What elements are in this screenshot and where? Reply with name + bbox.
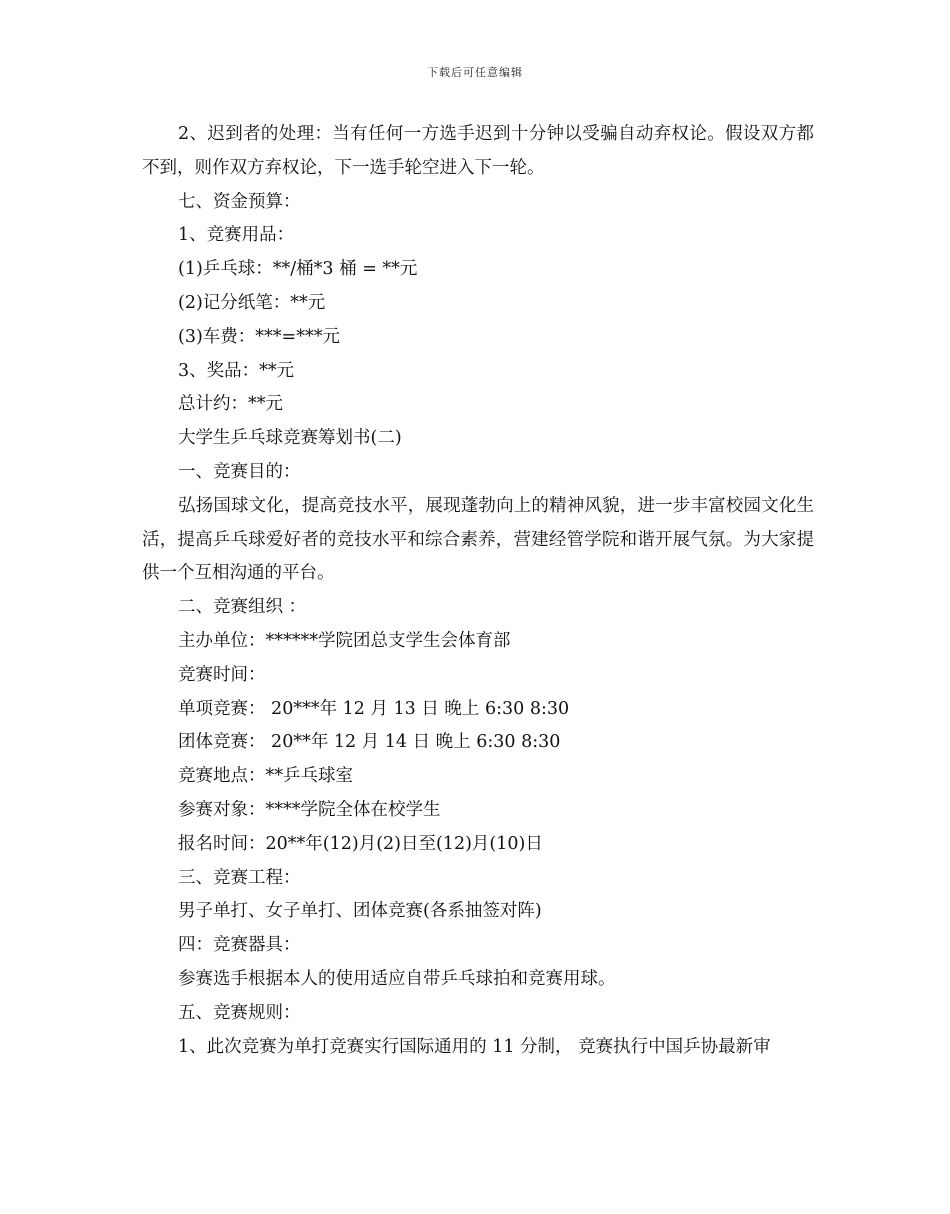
paragraph-late-arrival: 2、迟到者的处理：当有任何一方选手迟到十分钟以受骗自动弃权论。假设双方都不到，则作双方弃权论，下一选手轮空进入下一轮。 bbox=[142, 124, 814, 178]
heading-purpose: 一、竞赛目的： bbox=[178, 461, 301, 482]
heading-equipment: 四：竞赛器具： bbox=[178, 935, 301, 956]
item-single-event: 单项竞赛： 20***年 12 月 13 日 晚上 6:30 8:30 bbox=[178, 698, 570, 719]
heading-budget: 七、资金预算： bbox=[178, 191, 301, 212]
heading-events: 三、竞赛工程： bbox=[178, 867, 301, 888]
section-title-2: 大学生乒乓球竞赛筹划书(二) bbox=[178, 428, 402, 449]
item-venue: 竞赛地点：**乒乓球室 bbox=[178, 766, 353, 787]
item-time: 竞赛时间： bbox=[178, 664, 266, 685]
item-total: 总计约：**元 bbox=[178, 394, 283, 415]
item-participants: 参赛对象：****学院全体在校学生 bbox=[178, 799, 441, 820]
item-signup: 报名时间：20**年(12)月(2)日至(12)月(10)日 bbox=[178, 833, 543, 854]
item-supplies: 1、竞赛用品： bbox=[178, 225, 295, 246]
page-header: 下载后可任意编辑 bbox=[427, 66, 523, 79]
item-prizes: 3、奖品：**元 bbox=[178, 360, 295, 381]
item-rule-1: 1、此次竞赛为单打竞赛实行国际通用的 11 分制， 竞赛执行中国乒协最新审 bbox=[178, 1036, 771, 1057]
item-events: 男子单打、女子单打、团体竞赛(各系抽签对阵) bbox=[178, 901, 542, 922]
item-host: 主办单位：******学院团总支学生会体育部 bbox=[178, 630, 511, 651]
heading-rules: 五、竞赛规则： bbox=[178, 1002, 301, 1023]
item-paper: (2)记分纸笔：**元 bbox=[178, 292, 326, 313]
item-team-event: 团体竞赛： 20**年 12 月 14 日 晚上 6:30 8:30 bbox=[178, 732, 561, 753]
item-fare: (3)车费：***=***元 bbox=[178, 326, 340, 347]
paragraph-purpose: 弘扬国球文化，提高竞技水平，展现蓬勃向上的精神风貌，进一步丰富校园文化生活，提高乒乓球爱好者的竞技水平和综合素养，营建经管学院和谐开展气氛。为大家提供一个互相沟通的平台。 bbox=[142, 495, 814, 584]
document-body bbox=[142, 118, 814, 1064]
item-balls: (1)乒乓球：**/桶*3 桶 = **元 bbox=[178, 259, 418, 280]
heading-organization: 二、竞赛组织 ： bbox=[178, 597, 307, 618]
item-equipment: 参赛选手根据本人的使用适应自带乒乓球拍和竞赛用球。 bbox=[178, 968, 616, 989]
